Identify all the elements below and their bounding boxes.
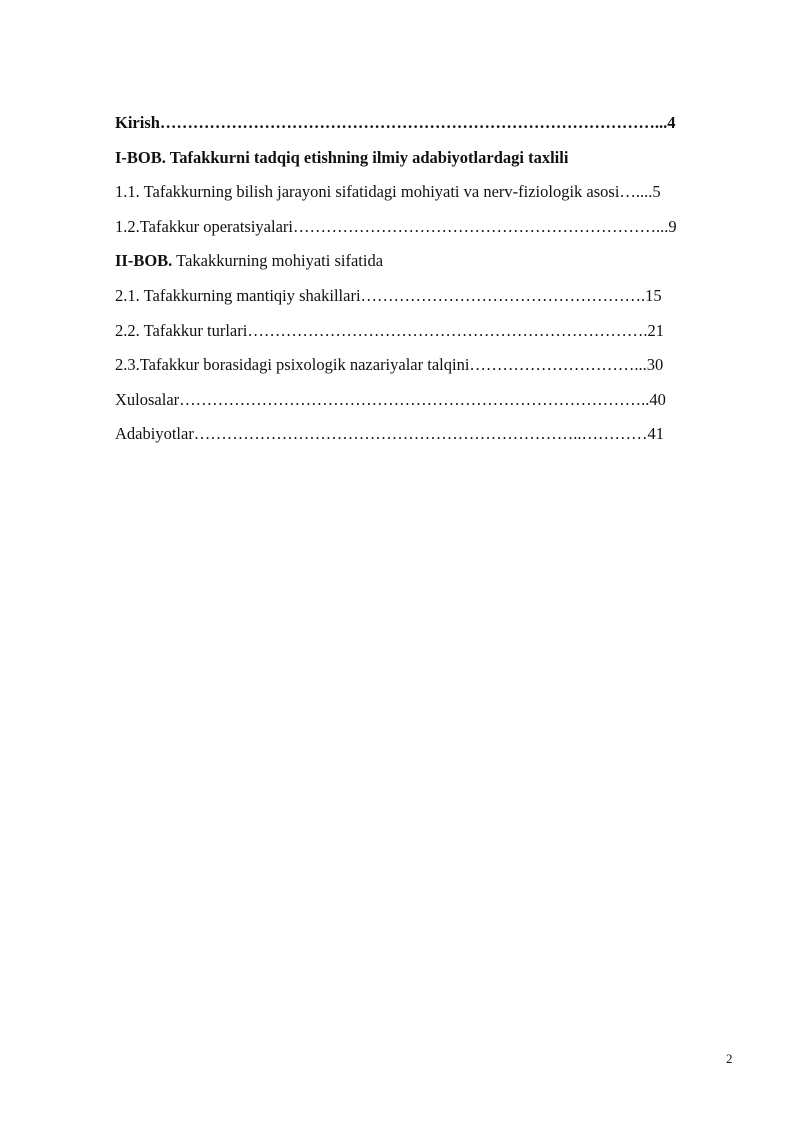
- toc-entry-1-1: 1.1. Tafakkurning bilish jarayoni sifatidagi mohiyati va nerv-fiziologik asosi…....5: [115, 182, 661, 202]
- toc-chapter-1-heading: I-BOB. Tafakkurni tadqiq etishning ilmiy adabiyotlardagi taxlili: [115, 147, 569, 167]
- table-of-contents: [115, 106, 745, 452]
- toc-entry-2-1: 2.1. Tafakkurning mantiqiy shakillari…………………………………………….15: [115, 285, 662, 305]
- page-number: 2: [726, 1051, 733, 1066]
- toc-chapter-2-label: II-BOB.: [115, 251, 173, 271]
- toc-entry-2-3: 2.3.Tafakkur borasidagi psixologik nazariyalar talqini…………………………...30: [115, 355, 664, 375]
- toc-entry-kirish: Kirish………………………………………………………………………………...4: [115, 113, 676, 132]
- toc-entry-1-2: 1.2.Tafakkur operatsiyalari…………………………………………………………...9: [115, 216, 677, 236]
- toc-entry-2-2: 2.2. Tafakkur turlari……………………………………………………………….21: [115, 320, 664, 340]
- toc-chapter-2-title: Takakkurning mohiyati sifatida: [172, 251, 384, 271]
- toc-entry-adabiyotlar: Adabiyotlar……………………………………………………………..…………41: [115, 424, 665, 444]
- toc-entry-xulosalar: Xulosalar…………………………………………………………………………..40: [115, 389, 666, 409]
- toc-chapter-2-heading: [115, 244, 745, 279]
